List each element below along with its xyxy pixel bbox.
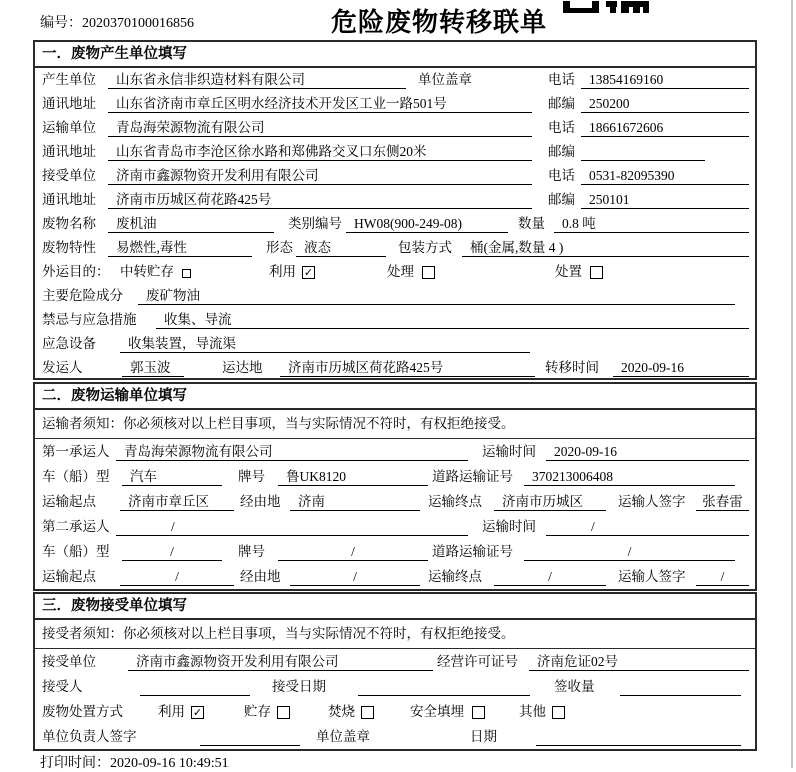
checkbox-dispose (590, 266, 603, 279)
checkbox-transfer-storage (182, 269, 191, 278)
route1-via-field: 济南 (290, 493, 420, 511)
waste-name-label: 废物名称 (42, 216, 96, 231)
section3-notice: 接受者须知：你必须核对以上栏目事项，当与实际情况不符时，有权拒绝接受。 (35, 620, 755, 649)
route2-via-label: 经由地 (240, 569, 281, 584)
producer-tel-label: 电话 (548, 72, 575, 87)
checkbox-treat (422, 266, 435, 279)
producer-label: 产生单位 (42, 72, 96, 87)
transfer-time-label: 转移时间 (545, 360, 599, 375)
section2-title: 二．废物运输单位填写 (35, 384, 755, 410)
disposal-opt-utilize-label: 利用 (158, 704, 185, 719)
receiver-tel-label: 电话 (548, 168, 575, 183)
section1-title: 一．废物产生单位填写 (35, 42, 755, 68)
transporter-zip-field (581, 143, 705, 161)
transporter-addr-label: 通讯地址 (42, 144, 96, 159)
purpose-label: 外运目的： (42, 264, 110, 279)
page-right-edge (791, 0, 793, 768)
accept-date-field (358, 678, 530, 696)
doc-number-label: 编号： (40, 16, 82, 31)
producer-zip-label: 邮编 (548, 96, 575, 111)
responsible-sign-label: 单位负责人签字 (42, 729, 137, 744)
row-waste-name (35, 212, 755, 236)
waste-prop-field: 易燃性,毒性 (108, 239, 252, 257)
vehicle2-label: 车（船）型 (42, 544, 110, 559)
row-disposal-method (35, 699, 755, 724)
signed-qty-label: 签收量 (554, 679, 595, 694)
row-producer (35, 68, 755, 92)
row-vehicle2 (35, 539, 755, 564)
row-transporter-address (35, 140, 755, 164)
vehicle1-field: 汽车 (122, 468, 222, 486)
road-license2-field: / (524, 543, 735, 561)
disposal-opt-landfill-label: 安全填埋 (410, 704, 464, 719)
waste-qty-field: 0.8 吨 (554, 215, 749, 233)
dispatcher-field: 郭玉波 (122, 359, 184, 377)
equipment-field: 收集装置，导流渠 (120, 335, 530, 353)
dispatcher-label: 发运人 (42, 360, 83, 375)
carrier2-field: / (116, 518, 468, 536)
responsible-sign-field (200, 728, 300, 746)
road-license1-label: 道路运输证号 (432, 469, 513, 484)
producer-zip-field: 250200 (581, 95, 749, 113)
route2-start-label: 运输起点 (42, 569, 96, 584)
receiver-name-field: 济南市鑫源物资开发利用有限公司 (108, 167, 532, 185)
receiver-tel-field: 0531-82095390 (581, 167, 749, 185)
row-carrier2 (35, 514, 755, 539)
row-signoff (35, 724, 755, 749)
checkbox-disposal-storage (277, 706, 290, 719)
transporter-tel-field: 18661672606 (581, 119, 749, 137)
main-hazard-label: 主要危险成分 (42, 288, 123, 303)
purpose-opt-utilize-label: 利用 (269, 264, 296, 279)
checkbox-disposal-other (552, 706, 565, 719)
page-title: 危险废物转移联单 (331, 7, 548, 37)
row-taboo-measures (35, 308, 755, 332)
waste-category-field: HW08(900-249-08) (346, 215, 508, 233)
acceptor-label: 接受人 (42, 679, 83, 694)
route1-start-label: 运输起点 (42, 494, 96, 509)
route2-end-field: / (494, 568, 606, 586)
route1-sign-field: 张春雷 (696, 493, 749, 511)
transporter-addr-field: 山东省青岛市李沧区徐水路和郑佛路交叉口东侧20米 (108, 143, 532, 161)
row-receiver (35, 164, 755, 188)
section-transporter (33, 382, 757, 591)
row-carrier1 (35, 439, 755, 464)
checkbox-disposal-utilize: ✓ (192, 706, 203, 719)
doc-number (40, 12, 194, 32)
receiver-zip-label: 邮编 (548, 192, 575, 207)
row-route2 (35, 564, 755, 589)
carrier1-time-label: 运输时间 (482, 444, 536, 459)
producer-name-field: 山东省永信非织造材料有限公司 (108, 71, 406, 89)
carrier2-time-field: / (546, 518, 749, 536)
accept-unit-label: 接受单位 (42, 654, 96, 669)
route2-sign-field: / (696, 568, 749, 586)
transporter-zip-label: 邮编 (548, 144, 575, 159)
row-accept-unit (35, 649, 755, 674)
taboo-label: 禁忌与应急措施 (42, 312, 137, 327)
accept-date-label: 接受日期 (272, 679, 326, 694)
checkbox-utilize: ✓ (303, 266, 314, 279)
vehicle1-label: 车（船）型 (42, 469, 110, 484)
row-route1 (35, 489, 755, 514)
section3-title: 三．废物接受单位填写 (35, 594, 755, 620)
stamp-label: 单位盖章 (418, 72, 472, 87)
road-license1-field: 370213006408 (524, 468, 735, 486)
disposal-opt-incinerate-label: 焚烧 (328, 704, 355, 719)
route1-start-field: 济南市章丘区 (120, 493, 234, 511)
route1-via-label: 经由地 (240, 494, 281, 509)
qr-code-icon (563, 0, 649, 18)
plate2-field: / (278, 543, 428, 561)
row-transporter (35, 116, 755, 140)
destination-label: 运达地 (222, 360, 263, 375)
accept-unit-field: 济南市鑫源物资开发利用有限公司 (128, 653, 433, 671)
section2-notice: 运输者须知：你必须核对以上栏目事项，当与实际情况不符时，有权拒绝接受。 (35, 410, 755, 439)
row-receiver-address (35, 188, 755, 212)
operating-license-field: 济南危证02号 (529, 653, 749, 671)
main-hazard-field: 废矿物油 (138, 287, 735, 305)
route1-end-field: 济南市历城区 (494, 493, 606, 511)
packing-label: 包装方式 (398, 240, 452, 255)
disposal-opt-other-label: 其他 (519, 704, 546, 719)
packing-field: 桶(金属,数量 4 ) (462, 239, 749, 257)
plate1-label: 牌号 (238, 469, 265, 484)
plate2-label: 牌号 (238, 544, 265, 559)
taboo-field: 收集、导流 (156, 311, 749, 329)
route2-start-field: / (120, 568, 234, 586)
unit-stamp-label: 单位盖章 (316, 729, 370, 744)
producer-tel-field: 13854169160 (581, 71, 749, 89)
section-receiver (33, 592, 757, 751)
row-main-hazard (35, 284, 755, 308)
operating-license-label: 经营许可证号 (437, 654, 518, 669)
waste-category-label: 类别编号 (288, 216, 342, 231)
signed-qty-field (620, 678, 741, 696)
carrier1-time-field: 2020-09-16 (546, 443, 749, 461)
destination-field: 济南市历城区荷花路425号 (280, 359, 535, 377)
disposal-opt-storage-label: 贮存 (244, 704, 271, 719)
purpose-opt-dispose-label: 处置 (555, 264, 582, 279)
waste-qty-label: 数量 (518, 216, 545, 231)
transporter-name-field: 青岛海荣源物流有限公司 (108, 119, 532, 137)
receiver-label: 接受单位 (42, 168, 96, 183)
carrier1-label: 第一承运人 (42, 444, 110, 459)
purpose-opt-storage-label: 中转贮存 (120, 264, 174, 279)
carrier1-field: 青岛海荣源物流有限公司 (116, 443, 468, 461)
row-emergency-equipment (35, 332, 755, 356)
row-transfer-purpose (35, 260, 755, 284)
signoff-date-field (536, 728, 741, 746)
section-producer (33, 40, 757, 380)
waste-name-field: 废机油 (108, 215, 274, 233)
transporter-tel-label: 电话 (548, 120, 575, 135)
row-producer-address (35, 92, 755, 116)
waste-prop-label: 废物特性 (42, 240, 96, 255)
doc-number-value: 2020370100016856 (82, 16, 194, 31)
carrier2-time-label: 运输时间 (482, 519, 536, 534)
disposal-label: 废物处置方式 (42, 704, 123, 719)
route1-sign-label: 运输人签字 (618, 494, 686, 509)
vehicle2-field: / (122, 543, 222, 561)
transfer-time-field: 2020-09-16 (613, 359, 749, 377)
producer-addr-field: 山东省济南市章丘区明水经济技术开发区工业一路501号 (108, 95, 532, 113)
route1-end-label: 运输终点 (428, 494, 482, 509)
checkbox-disposal-incinerate (361, 706, 374, 719)
waste-form-field: 液态 (296, 239, 386, 257)
receiver-zip-field: 250101 (581, 191, 749, 209)
equipment-label: 应急设备 (42, 336, 96, 351)
print-time-value: 2020-09-16 10:49:51 (110, 756, 229, 771)
row-acceptor (35, 674, 755, 699)
route2-end-label: 运输终点 (428, 569, 482, 584)
print-time (40, 752, 229, 772)
carrier2-label: 第二承运人 (42, 519, 110, 534)
transporter-label: 运输单位 (42, 120, 96, 135)
acceptor-field (140, 678, 250, 696)
receiver-addr-field: 济南市历城区荷花路425号 (108, 191, 532, 209)
row-waste-property (35, 236, 755, 260)
road-license2-label: 道路运输证号 (432, 544, 513, 559)
row-dispatch (35, 356, 755, 380)
waste-form-label: 形态 (266, 240, 293, 255)
plate1-field: 鲁UK8120 (278, 468, 428, 486)
producer-addr-label: 通讯地址 (42, 96, 96, 111)
purpose-opt-treat-label: 处理 (387, 264, 414, 279)
signoff-date-label: 日期 (470, 729, 497, 744)
receiver-addr-label: 通讯地址 (42, 192, 96, 207)
route2-via-field: / (290, 568, 420, 586)
row-vehicle1 (35, 464, 755, 489)
print-time-label: 打印时间： (40, 756, 110, 771)
checkbox-disposal-landfill (472, 706, 485, 719)
route2-sign-label: 运输人签字 (618, 569, 686, 584)
